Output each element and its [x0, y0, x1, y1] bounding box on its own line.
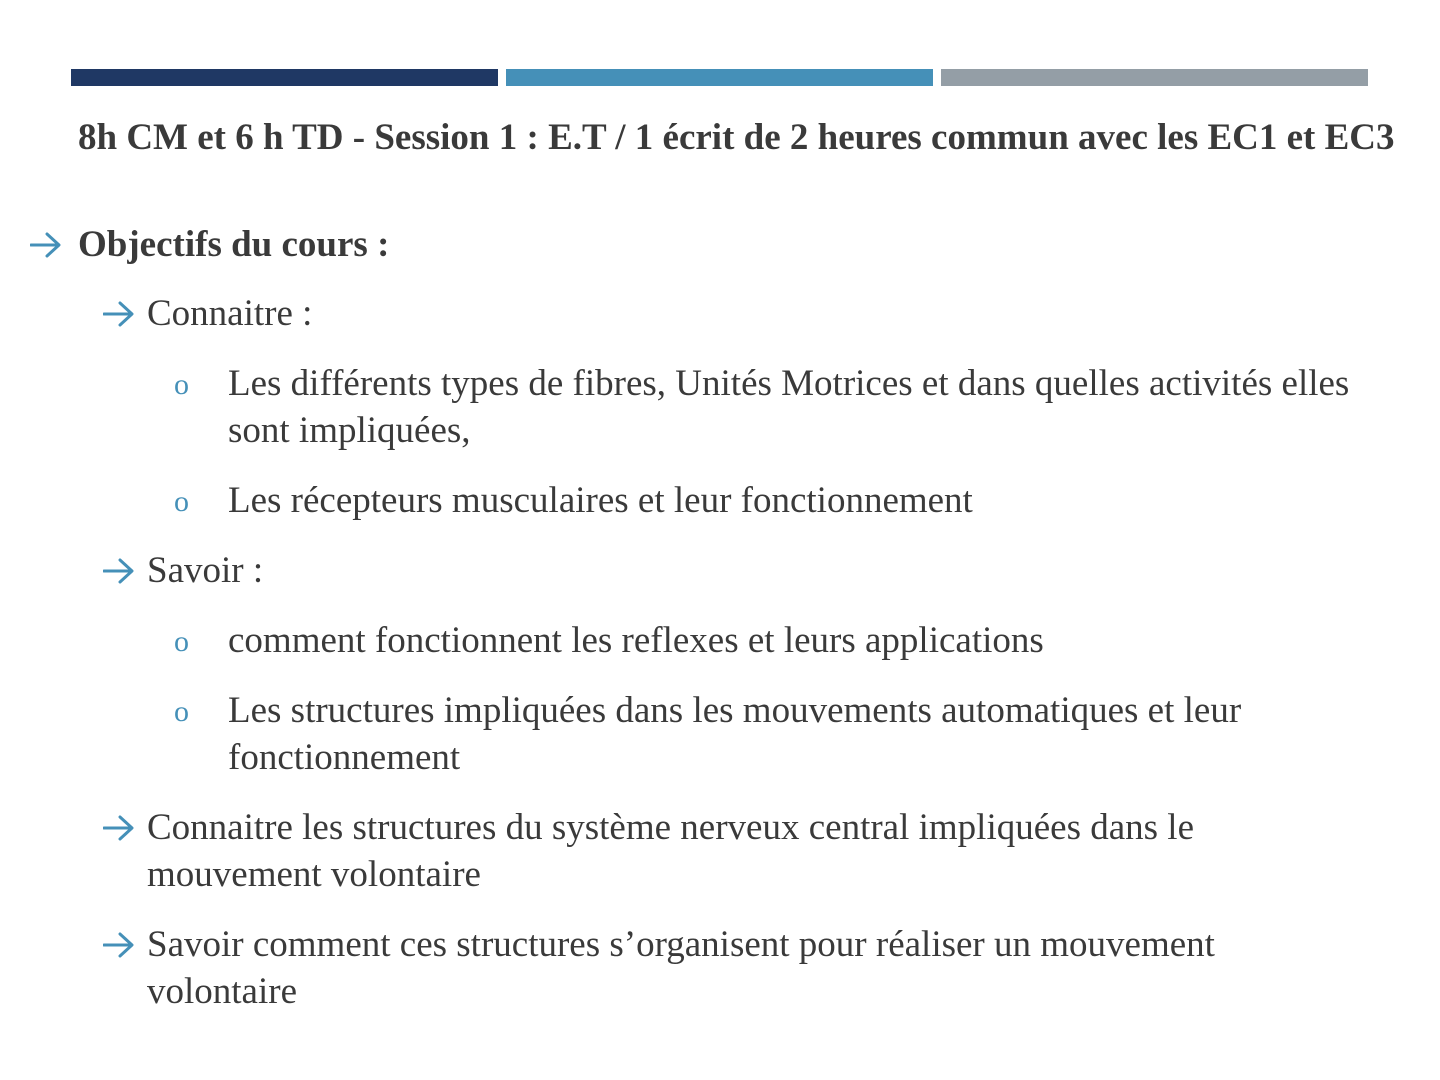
list-item-label: Connaitre les structures du système nerveux central impliquées dans le mouvement volontaire — [147, 807, 1195, 895]
arrow-right-icon — [30, 221, 62, 268]
sub-list-item-label: Les différents types de fibres, Unités Motrices et dans quelles activités elles sont impliquées, — [228, 363, 1350, 451]
list-item-structures — [147, 804, 1347, 898]
sub-list-item — [174, 477, 1388, 524]
sub-list-item-label: Les récepteurs musculaires et leur fonctionnement — [228, 480, 973, 521]
header-decoration-bars — [71, 69, 1368, 86]
sub-list-item — [174, 617, 1388, 664]
arrow-right-icon — [103, 921, 135, 968]
header-bar-dark — [71, 69, 498, 86]
list-item-savoir — [147, 547, 1347, 594]
circle-bullet-icon: o — [174, 625, 189, 658]
header-bar-gray — [941, 69, 1368, 86]
objectives-heading-label: Objectifs du cours : — [78, 224, 390, 265]
sub-list-item — [174, 687, 1388, 781]
list-item-label: Savoir comment ces structures s’organisent pour réaliser un mouvement volontaire — [147, 924, 1215, 1012]
circle-bullet-icon: o — [174, 368, 189, 401]
circle-bullet-icon: o — [174, 485, 189, 518]
list-item-organisation — [147, 921, 1347, 1015]
arrow-right-icon — [103, 290, 135, 337]
sub-list-item — [174, 360, 1388, 454]
header-bar-blue — [506, 69, 933, 86]
circle-bullet-icon: o — [174, 695, 189, 728]
list-item-label: Savoir : — [147, 550, 264, 591]
sub-list-item-label: Les structures impliquées dans les mouvements automatiques et leur fonctionnement — [228, 690, 1242, 778]
list-item-label: Connaitre : — [147, 293, 313, 334]
objectives-heading — [78, 221, 389, 268]
arrow-right-icon — [103, 547, 135, 594]
list-item-connaitre — [147, 290, 1347, 337]
slide-title: 8h CM et 6 h TD - Session 1 : E.T / 1 écrit de 2 heures commun avec les EC1 et EC3 — [78, 117, 1395, 158]
arrow-right-icon — [103, 804, 135, 851]
sub-list-item-label: comment fonctionnent les reflexes et leurs applications — [228, 620, 1044, 661]
